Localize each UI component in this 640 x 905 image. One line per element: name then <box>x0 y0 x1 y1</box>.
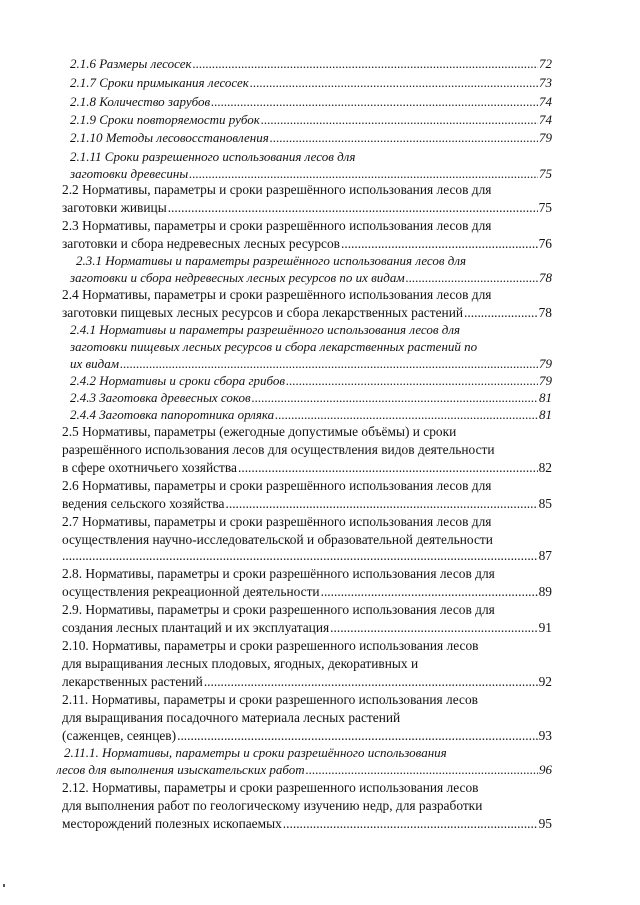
toc-leader <box>330 620 537 636</box>
toc-entry <box>56 762 552 778</box>
toc-page-number: 82 <box>538 460 552 475</box>
toc-leader <box>238 460 538 476</box>
toc-entry-title: создания лесных плантаций и их эксплуатация <box>62 620 330 635</box>
toc-page-number: 72 <box>539 56 552 71</box>
toc-page-number: 76 <box>538 236 552 251</box>
toc-leader <box>211 94 538 110</box>
toc-entry <box>70 56 552 72</box>
toc-entry <box>70 112 552 128</box>
toc-entry <box>70 130 552 146</box>
toc-leader <box>286 373 538 389</box>
toc-entry <box>70 166 552 182</box>
toc-entry-title: заготовки пищевых лесных ресурсов и сбора лекарственных растений <box>62 305 464 320</box>
toc-page-number: 79 <box>539 373 552 388</box>
toc-entry-line: 2.4 Нормативы, параметры и сроки разрешённого использования лесов для <box>62 287 492 302</box>
toc-entry-title: 2.4.3 Заготовка древесных соков <box>70 390 251 405</box>
toc-leader <box>204 674 538 690</box>
toc-entry-title: 2.1.6 Размеры лесосек <box>70 56 192 71</box>
toc-entry-line: осуществления научно-исследовательской и образовательной деятельности <box>62 532 493 547</box>
toc-entry-line: 2.3 Нормативы, параметры и сроки разрешённого использования лесов для <box>62 218 492 233</box>
toc-page-number: 81 <box>539 390 552 405</box>
toc-entry-line: 2.11.1. Нормативы, параметры и сроки разрешённого использования <box>64 745 447 760</box>
toc-leader <box>464 305 538 321</box>
toc-entry <box>62 728 552 744</box>
toc-entry-title: 2.1.9 Сроки повторяемости рубок <box>70 112 260 127</box>
toc-entry-line: 2.4.1 Нормативы и параметры разрешённого использования лесов для <box>70 322 461 337</box>
toc-leader <box>321 584 538 600</box>
toc-page-number: 79 <box>539 130 552 145</box>
toc-page-number: 89 <box>538 584 552 599</box>
toc-leader <box>275 407 538 423</box>
toc-page-number: 92 <box>538 674 552 689</box>
toc-page-number: 74 <box>539 112 552 127</box>
toc-page-number: 79 <box>539 356 552 371</box>
toc-entry-title: 2.4.4 Заготовка папоротника орляка <box>70 407 275 422</box>
toc-page-number: 74 <box>539 94 552 109</box>
toc-entry-title: заготовки живицы <box>62 200 167 215</box>
toc-entry-line: 2.8. Нормативы, параметры и сроки разрешённого использования лесов для <box>62 566 495 581</box>
toc-entry-title: ведения сельского хозяйства <box>62 496 225 511</box>
toc-entry <box>70 407 552 423</box>
toc-entry-line: 2.2 Нормативы, параметры и сроки разрешённого использования лесов для <box>62 182 492 197</box>
toc-page-number: 85 <box>538 496 552 511</box>
toc-leader <box>252 390 538 406</box>
toc-page-number: 75 <box>538 200 552 215</box>
toc-entry <box>70 373 552 389</box>
toc-entry <box>62 305 552 321</box>
toc-leader <box>226 496 538 512</box>
toc-entry-title: 2.1.7 Сроки примыкания лесосек <box>70 75 249 90</box>
toc-entry-title: заготовки и сбора недревесных лесных ресурсов по их видам <box>70 270 405 285</box>
toc-entry <box>70 94 552 110</box>
toc-entry <box>62 584 552 600</box>
scan-artifact <box>3 884 5 887</box>
toc-leader <box>306 762 538 778</box>
toc-page-number: 87 <box>538 548 552 563</box>
toc-entry <box>62 236 552 252</box>
toc-entry <box>62 674 552 690</box>
toc-page-number: 95 <box>538 816 552 831</box>
toc-entry <box>70 356 552 372</box>
toc-leader <box>283 816 538 832</box>
toc-entry-line: 2.1.11 Сроки разрешенного использования лесов для <box>70 149 356 164</box>
toc-entry-line: 2.10. Нормативы, параметры и сроки разрешенного использования лесов <box>62 638 479 653</box>
toc-entry-line: для выращивания посадочного материала лесных растений <box>62 710 401 725</box>
toc-entry-title: 2.1.10 Методы лесовосстановления <box>70 130 269 145</box>
toc-entry-line: 2.7 Нормативы, параметры и сроки разрешённого использования лесов для <box>62 514 492 529</box>
toc-page-number: 93 <box>538 728 552 743</box>
toc-entry-title: заготовки древесины <box>70 166 189 181</box>
toc-leader <box>270 130 538 146</box>
toc-entry-line: 2.12. Нормативы, параметры и сроки разрешенного использования лесов <box>62 780 479 795</box>
toc-entry <box>62 620 552 636</box>
toc-entry-title: месторождений полезных ископаемых <box>62 816 282 831</box>
toc-entry-line: разрешённого использования лесов для осуществления видов деятельности <box>62 442 495 457</box>
toc-entry <box>70 390 552 406</box>
toc-entry-line: заготовки пищевых лесных ресурсов и сбора лекарственных растений по <box>70 339 478 354</box>
toc-entry <box>62 200 552 216</box>
toc-page-number: 75 <box>539 166 552 181</box>
toc-entry-line: 2.11. Нормативы, параметры и сроки разрешенного использования лесов <box>62 692 478 707</box>
toc-entry-title: их видам <box>70 356 120 371</box>
toc-page-number: 78 <box>538 305 552 320</box>
toc-entry-title: осуществления рекреационной деятельности <box>62 584 320 599</box>
toc-leader <box>168 200 538 216</box>
toc-entry-line: для выполнения работ по геологическому изучению недр, для разработки <box>62 798 483 813</box>
toc-leader <box>62 548 538 564</box>
toc-entry-line: 2.3.1 Нормативы и параметры разрешённого использования лесов для <box>76 253 467 268</box>
toc-page-number: 73 <box>539 75 552 90</box>
toc-entry-line: 2.6 Нормативы, параметры и сроки разрешённого использования лесов для <box>62 478 492 493</box>
toc-entry-line: для выращивания лесных плодовых, ягодных, декоративных и <box>62 656 419 671</box>
toc-entry <box>62 548 552 564</box>
toc-entry-line: 2.9. Нормативы, параметры и сроки разрешенного использования лесов для <box>62 602 495 617</box>
toc-page-number: 81 <box>539 407 552 422</box>
toc-entry <box>62 816 552 832</box>
toc-entry-title: 2.4.2 Нормативы и сроки сбора грибов <box>70 373 286 388</box>
toc-entry-title: (саженцев, сеянцев) <box>62 728 177 743</box>
toc-entry-title: заготовки и сбора недревесных лесных ресурсов <box>62 236 340 251</box>
toc-leader <box>250 75 538 91</box>
toc-page-number: 91 <box>538 620 552 635</box>
toc-leader <box>261 112 538 128</box>
toc-page-number: 96 <box>539 762 552 777</box>
toc-leader <box>189 166 538 182</box>
toc-entry <box>70 270 552 286</box>
toc-entry <box>62 496 552 512</box>
toc-leader <box>406 270 538 286</box>
toc-entry-title: лекарственных растений <box>62 674 203 689</box>
toc-entry <box>62 460 552 476</box>
toc-entry-line: 2.5 Нормативы, параметры (ежегодные допустимые объёмы) и сроки <box>62 424 457 439</box>
toc-entry-title: лесов для выполнения изыскательских работ <box>56 762 305 777</box>
toc-entry-title: в сфере охотничьего хозяйства <box>62 460 237 475</box>
toc-leader <box>193 56 538 72</box>
toc-leader <box>341 236 538 252</box>
toc-page-number: 78 <box>539 270 552 285</box>
toc-entry <box>70 75 552 91</box>
toc-entry-title: 2.1.8 Количество зарубов <box>70 94 211 109</box>
toc-leader <box>177 728 538 744</box>
toc-leader <box>120 356 538 372</box>
